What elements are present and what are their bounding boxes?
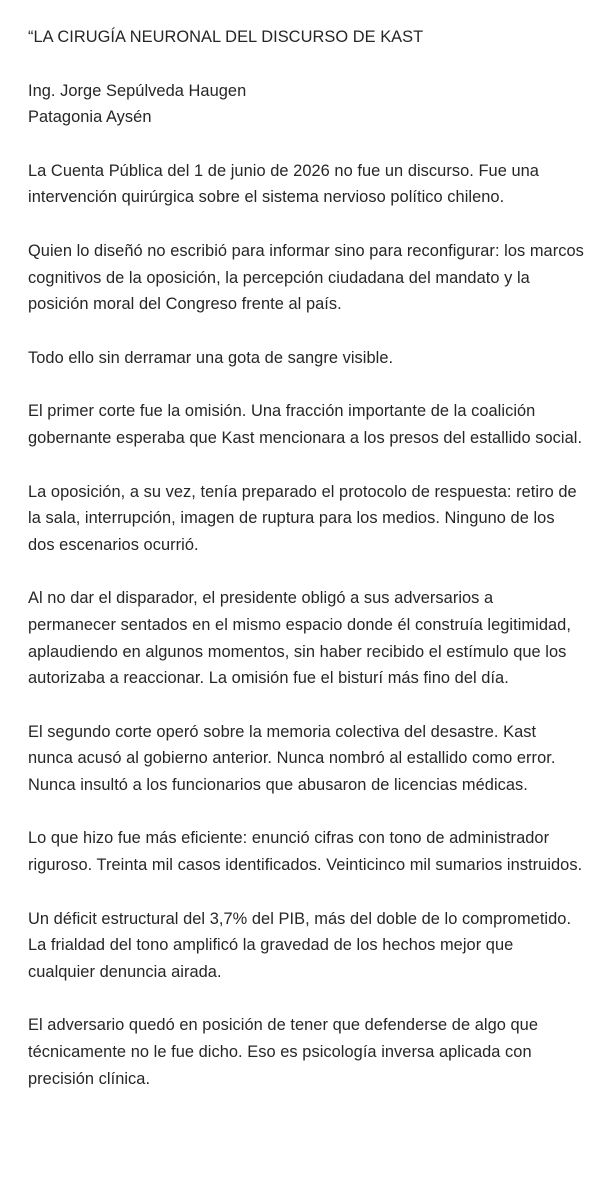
paragraph-4: El primer corte fue la omisión. Una fracción importante de la coalición gobernante esperaba que Kast mencionara a los presos del estallido social. bbox=[28, 402, 583, 447]
paragraph-7: El segundo corte operó sobre la memoria colectiva del desastre. Kast nunca acusó al gobierno anterior. Nunca nombró al estallido como error. Nunca insultó a los funcionarios que abusaron de licencias médicas. bbox=[28, 722, 556, 794]
author-block bbox=[28, 78, 584, 131]
author-name: Ing. Jorge Sepúlveda Haugen bbox=[28, 81, 247, 100]
article-title: “LA CIRUGÍA NEURONAL DEL DISCURSO DE KAST bbox=[28, 28, 424, 46]
paragraph-9: Un déficit estructural del 3,7% del PIB, más del doble de lo comprometido. La frialdad del tono amplificó la gravedad de los hechos mejor que cualquier denuncia airada. bbox=[28, 909, 572, 981]
paragraph-1: La Cuenta Pública del 1 de junio de 2026 no fue un discurso. Fue una intervención quirúrgica sobre el sistema nervioso político chileno. bbox=[28, 161, 539, 207]
author-location: Patagonia Aysén bbox=[28, 108, 152, 127]
paragraph-3: Todo ello sin derramar una gota de sangre visible. bbox=[28, 348, 394, 367]
paragraph-10: El adversario quedó en posición de tener que defenderse de algo que técnicamente no le fue dicho. Eso es psicología inversa aplicada con precisión clínica. bbox=[28, 1016, 539, 1088]
paragraph-2: Quien lo diseñó no escribió para informar sino para reconfigurar: los marcos cognitivos de la oposición, la percepción ciudadana del mandato y la posición moral del Congreso frente al país. bbox=[28, 241, 584, 314]
paragraph-8: Lo que hizo fue más eficiente: enunció cifras con tono de administrador riguroso. Treinta mil casos identificados. Veinticinco mil sumarios instruidos. bbox=[28, 829, 583, 875]
paragraph-6: Al no dar el disparador, el presidente obligó a sus adversarios a permanecer sentados en el mismo espacio donde él construía legitimidad, aplaudiendo en algunos momentos, sin haber recibido el estímulo que los autorizaba a reaccionar. La omisión fue el bisturí más fino del día. bbox=[28, 589, 571, 688]
paragraph-5: La oposición, a su vez, tenía preparado el protocolo de respuesta: retiro de la sala, interrupción, imagen de ruptura para los medios. Ninguno de los dos escenarios ocurrió. bbox=[28, 482, 577, 554]
article-body bbox=[28, 24, 584, 1119]
